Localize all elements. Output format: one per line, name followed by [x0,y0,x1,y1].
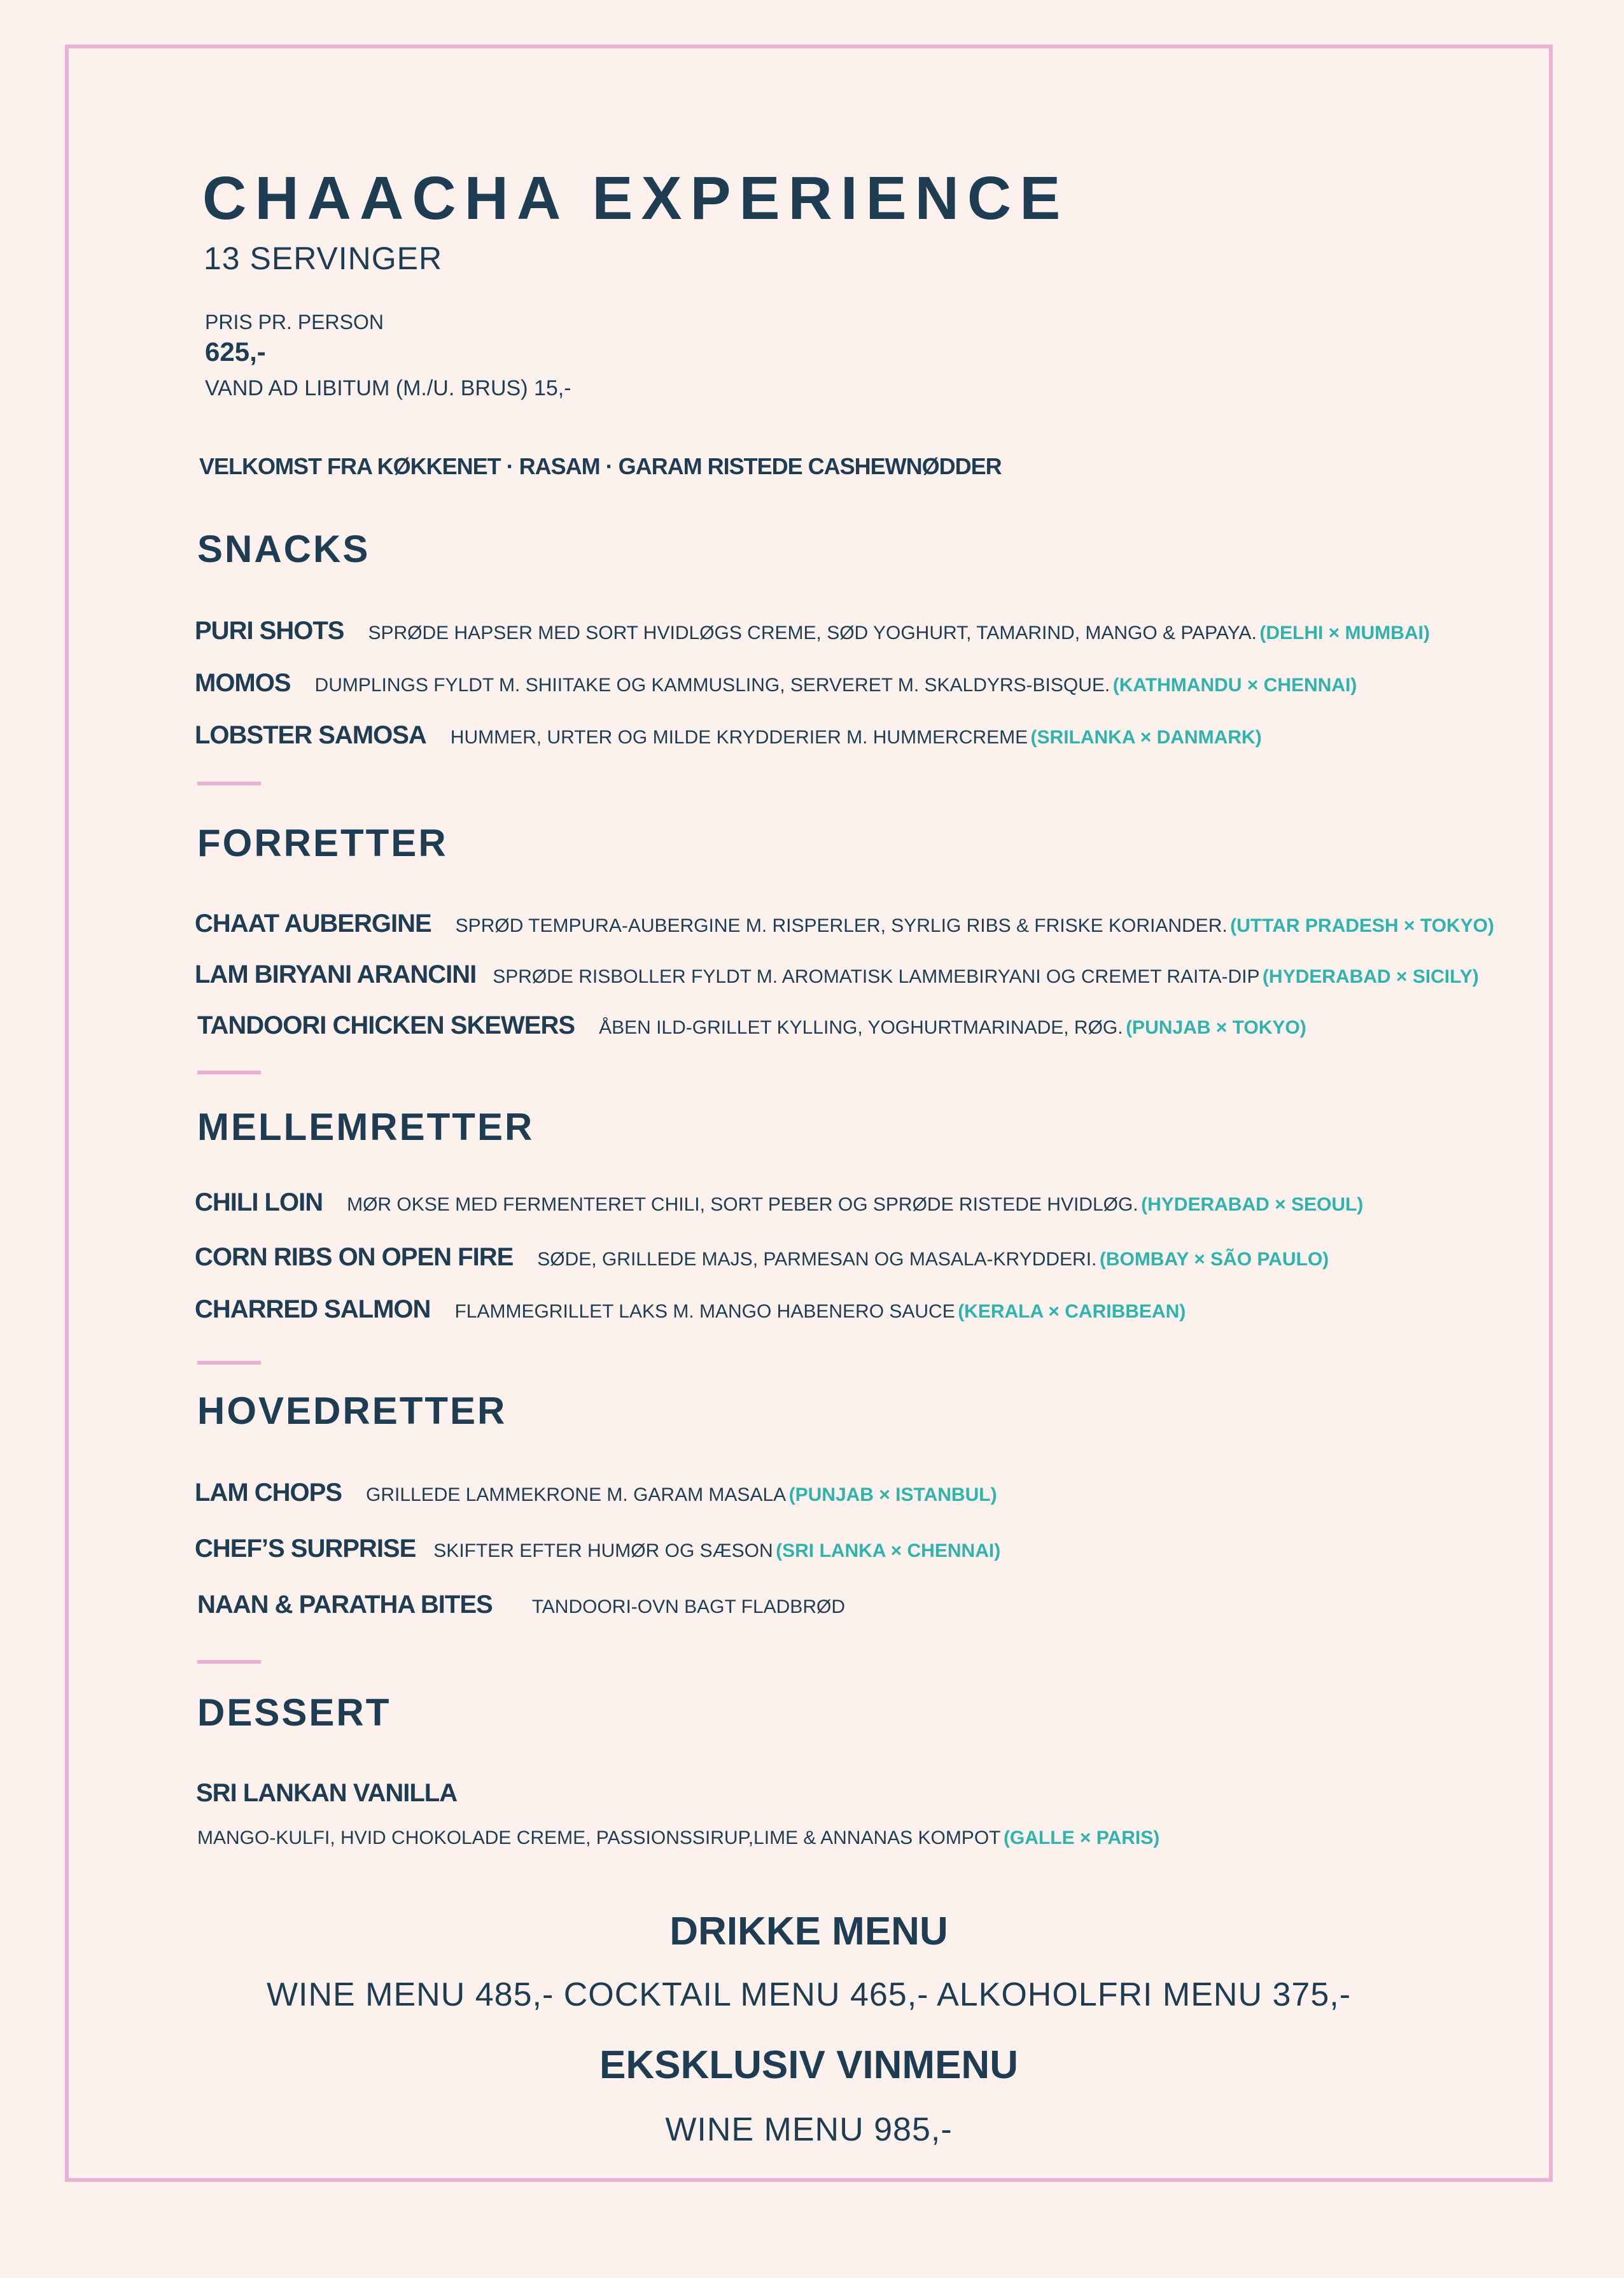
item-origin: (HYDERABAD × SICILY) [1262,966,1479,987]
menu-item [195,668,1357,703]
item-name: LAM BIRYANI ARANCINI [195,960,477,988]
item-name: CORN RIBS ON OPEN FIRE [195,1243,514,1271]
menu-item [195,1478,997,1513]
menu-item [195,1242,1329,1277]
section-divider [197,1071,261,1074]
item-origin: (HYDERABAD × SEOUL) [1141,1194,1364,1215]
item-description: MØR OKSE MED FERMENTERET CHILI, SORT PEBER OG SPRØDE RISTEDE HVIDLØG. [347,1194,1138,1215]
item-origin: (UTTAR PRADESH × TOKYO) [1230,915,1494,936]
exclusive-wine-title: EKSKLUSIV VINMENU [599,2043,1018,2087]
dessert-name: SRI LANKAN VANILLA [196,1779,458,1807]
item-description: SKIFTER EFTER HUMØR OG SÆSON [433,1540,773,1561]
welcome-line: VELKOMST FRA KØKKENET · RASAM · GARAM RISTEDE CASHEWNØDDER [199,453,1002,479]
item-name: PURI SHOTS [195,617,344,645]
item-origin: (DELHI × MUMBAI) [1259,622,1430,643]
item-description: MANGO-KULFI, HVID CHOKOLADE CREME, PASSIONSSIRUP,LIME & ANNANAS KOMPOT [197,1827,1001,1848]
item-name: TANDOORI CHICKEN SKEWERS [197,1011,575,1039]
item-description: FLAMMEGRILLET LAKS M. MANGO HABENERO SAUCE [454,1301,955,1322]
item-origin: (KATHMANDU × CHENNAI) [1112,675,1357,696]
menu-item [197,1011,1306,1046]
section-title-snacks: SNACKS [197,528,370,570]
section-title-forretter: FORRETTER [197,822,448,864]
item-description: SPRØDE RISBOLLER FYLDT M. AROMATISK LAMMEBIRYANI OG CREMET RAITA-DIP [493,966,1260,987]
item-name: LOBSTER SAMOSA [195,721,426,749]
price-label: PRIS PR. PERSON [205,311,384,334]
item-origin: (SRILANKA × DANMARK) [1030,727,1262,748]
section-divider [197,1660,261,1664]
menu-item [197,1590,845,1625]
exclusive-wine-price: WINE MENU 985,- [665,2111,953,2148]
item-origin: (KERALA × CARIBBEAN) [958,1301,1186,1322]
section-title-dessert: DESSERT [197,1691,391,1734]
item-description: HUMMER, URTER OG MILDE KRYDDERIER M. HUMMERCREME [450,727,1028,748]
item-description: SPRØDE HAPSER MED SORT HVIDLØGS CREME, SØD YOGHURT, TAMARIND, MANGO & PAPAYA. [368,622,1257,643]
item-origin: (PUNJAB × ISTANBUL) [788,1484,997,1505]
water-note: VAND AD LIBITUM (M./U. BRUS) 15,- [205,376,571,400]
item-description: GRILLEDE LAMMEKRONE M. GARAM MASALA [366,1484,787,1505]
section-divider [197,782,261,785]
item-origin: (GALLE × PARIS) [1003,1827,1160,1848]
menu-item [195,1188,1363,1223]
item-name: MOMOS [195,669,291,697]
menu-item [195,1534,1000,1569]
item-description: SØDE, GRILLEDE MAJS, PARMESAN OG MASALA-KRYDDERI. [537,1249,1097,1270]
item-name: CHAAT AUBERGINE [195,910,431,938]
item-name: LAM CHOPS [195,1479,342,1507]
menu-item [195,721,1262,756]
section-divider [197,1361,261,1365]
item-description: ÅBEN ILD-GRILLET KYLLING, YOGHURTMARINADE, RØG. [599,1017,1123,1038]
drinks-title: DRIKKE MENU [669,1909,948,1953]
item-origin: (SRI LANKA × CHENNAI) [776,1540,1001,1561]
item-origin: (BOMBAY × SÃO PAULO) [1099,1249,1329,1270]
item-description: DUMPLINGS FYLDT M. SHIITAKE OG KAMMUSLING, SERVERET M. SKALDYRS-BISQUE. [314,675,1110,696]
price-value: 625,- [205,337,266,367]
item-name: CHEF’S SURPRISE [195,1535,416,1563]
item-name: CHILI LOIN [195,1188,323,1216]
menu-item [195,616,1430,651]
section-title-mellemretter: MELLEMRETTER [197,1106,535,1148]
item-name: NAAN & PARATHA BITES [197,1591,493,1619]
servings-count: 13 SERVINGER [204,241,443,276]
item-description: TANDOORI-OVN BAGT FLADBRØD [531,1596,845,1617]
menu-item [195,909,1494,944]
menu-item [195,1295,1186,1330]
item-description: SPRØD TEMPURA-AUBERGINE M. RISPERLER, SYRLIG RIBS & FRISKE KORIANDER. [455,915,1228,936]
item-name: CHARRED SALMON [195,1295,431,1323]
menu-title: CHAACHA EXPERIENCE [202,164,1069,232]
item-origin: (PUNJAB × TOKYO) [1126,1017,1306,1038]
menu-item [195,960,1479,995]
section-title-hovedretter: HOVEDRETTER [197,1389,507,1432]
dessert-item [197,1825,1159,1854]
drinks-prices: WINE MENU 485,- COCKTAIL MENU 465,- ALKOHOLFRI MENU 375,- [266,1976,1352,2013]
